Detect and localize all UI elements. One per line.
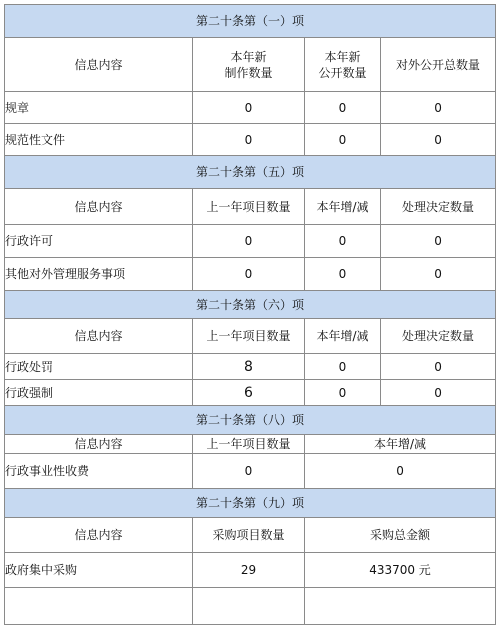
header-purchase-count: 采购项目数量 bbox=[193, 518, 305, 553]
table-row bbox=[5, 454, 496, 489]
section-header-row bbox=[5, 5, 496, 38]
cell-value: 0 bbox=[305, 225, 381, 258]
cell-value: 0 bbox=[381, 354, 496, 380]
header-line: 制作数量 bbox=[224, 65, 273, 80]
row-label: 行政事业性收费 bbox=[5, 454, 193, 489]
section-title: 第二十条第（六）项 bbox=[5, 291, 496, 319]
cell-value: 0 bbox=[193, 258, 305, 291]
cell-value: 0 bbox=[305, 354, 381, 380]
header-prev-year-count: 上一年项目数量 bbox=[193, 319, 305, 354]
header-info-content: 信息内容 bbox=[5, 435, 193, 454]
header-info-content: 信息内容 bbox=[5, 38, 193, 92]
cell-value: 29 bbox=[193, 553, 305, 588]
cell-value: 0 bbox=[305, 124, 381, 156]
section-title: 第二十条第（八）项 bbox=[5, 406, 496, 435]
header-purchase-amount: 采购总金额 bbox=[305, 518, 496, 553]
header-info-content: 信息内容 bbox=[5, 518, 193, 553]
cell-value: 0 bbox=[381, 258, 496, 291]
section-title: 第二十条第（一）项 bbox=[5, 5, 496, 38]
header-decision-count: 处理决定数量 bbox=[381, 189, 496, 225]
cell-value: 0 bbox=[381, 225, 496, 258]
cell-value: 0 bbox=[193, 124, 305, 156]
cell-value: 0 bbox=[193, 225, 305, 258]
header-year-change: 本年增/减 bbox=[305, 435, 496, 454]
cell-value: 0 bbox=[305, 92, 381, 124]
row-label: 行政许可 bbox=[5, 225, 193, 258]
header-prev-year-count: 上一年项目数量 bbox=[193, 435, 305, 454]
table-row bbox=[5, 92, 496, 124]
row-label: 其他对外管理服务事项 bbox=[5, 258, 193, 291]
row-label: 行政处罚 bbox=[5, 354, 193, 380]
empty-cell bbox=[5, 588, 193, 625]
column-header-row bbox=[5, 319, 496, 354]
cell-value: 0 bbox=[381, 92, 496, 124]
section-title: 第二十条第（五）项 bbox=[5, 156, 496, 189]
header-new-published bbox=[305, 38, 381, 92]
disclosure-table bbox=[4, 4, 496, 625]
empty-cell bbox=[305, 588, 496, 625]
row-label: 规章 bbox=[5, 92, 193, 124]
section-header-row bbox=[5, 291, 496, 319]
cell-value: 0 bbox=[381, 124, 496, 156]
table-row bbox=[5, 354, 496, 380]
section-header-row bbox=[5, 406, 496, 435]
cell-value: 433700 元 bbox=[305, 553, 496, 588]
column-header-row bbox=[5, 189, 496, 225]
header-line: 公开数量 bbox=[318, 65, 367, 80]
table-row bbox=[5, 124, 496, 156]
section-header-row bbox=[5, 489, 496, 518]
cell-value: 0 bbox=[193, 92, 305, 124]
header-year-change: 本年增/减 bbox=[305, 189, 381, 225]
disclosure-table-frame bbox=[4, 4, 495, 625]
table-row bbox=[5, 225, 496, 258]
row-label: 行政强制 bbox=[5, 380, 193, 406]
header-total-published: 对外公开总数量 bbox=[381, 38, 496, 92]
table-row bbox=[5, 380, 496, 406]
cell-value: 0 bbox=[305, 258, 381, 291]
section-header-row bbox=[5, 156, 496, 189]
header-line: 本年新 bbox=[230, 49, 267, 64]
row-label: 规范性文件 bbox=[5, 124, 193, 156]
column-header-row bbox=[5, 38, 496, 92]
cell-value: 6 bbox=[193, 380, 305, 406]
cell-value: 0 bbox=[193, 454, 305, 489]
row-label: 政府集中采购 bbox=[5, 553, 193, 588]
header-info-content: 信息内容 bbox=[5, 319, 193, 354]
header-prev-year-count: 上一年项目数量 bbox=[193, 189, 305, 225]
header-line: 本年新 bbox=[324, 49, 361, 64]
table-row bbox=[5, 258, 496, 291]
empty-row bbox=[5, 588, 496, 625]
header-year-change: 本年增/减 bbox=[305, 319, 381, 354]
empty-cell bbox=[193, 588, 305, 625]
cell-value: 0 bbox=[305, 380, 381, 406]
cell-value: 0 bbox=[381, 380, 496, 406]
header-decision-count: 处理决定数量 bbox=[381, 319, 496, 354]
table-row bbox=[5, 553, 496, 588]
column-header-row bbox=[5, 518, 496, 553]
column-header-row bbox=[5, 435, 496, 454]
header-info-content: 信息内容 bbox=[5, 189, 193, 225]
cell-value: 8 bbox=[193, 354, 305, 380]
section-title: 第二十条第（九）项 bbox=[5, 489, 496, 518]
cell-value: 0 bbox=[305, 454, 496, 489]
header-new-produced bbox=[193, 38, 305, 92]
